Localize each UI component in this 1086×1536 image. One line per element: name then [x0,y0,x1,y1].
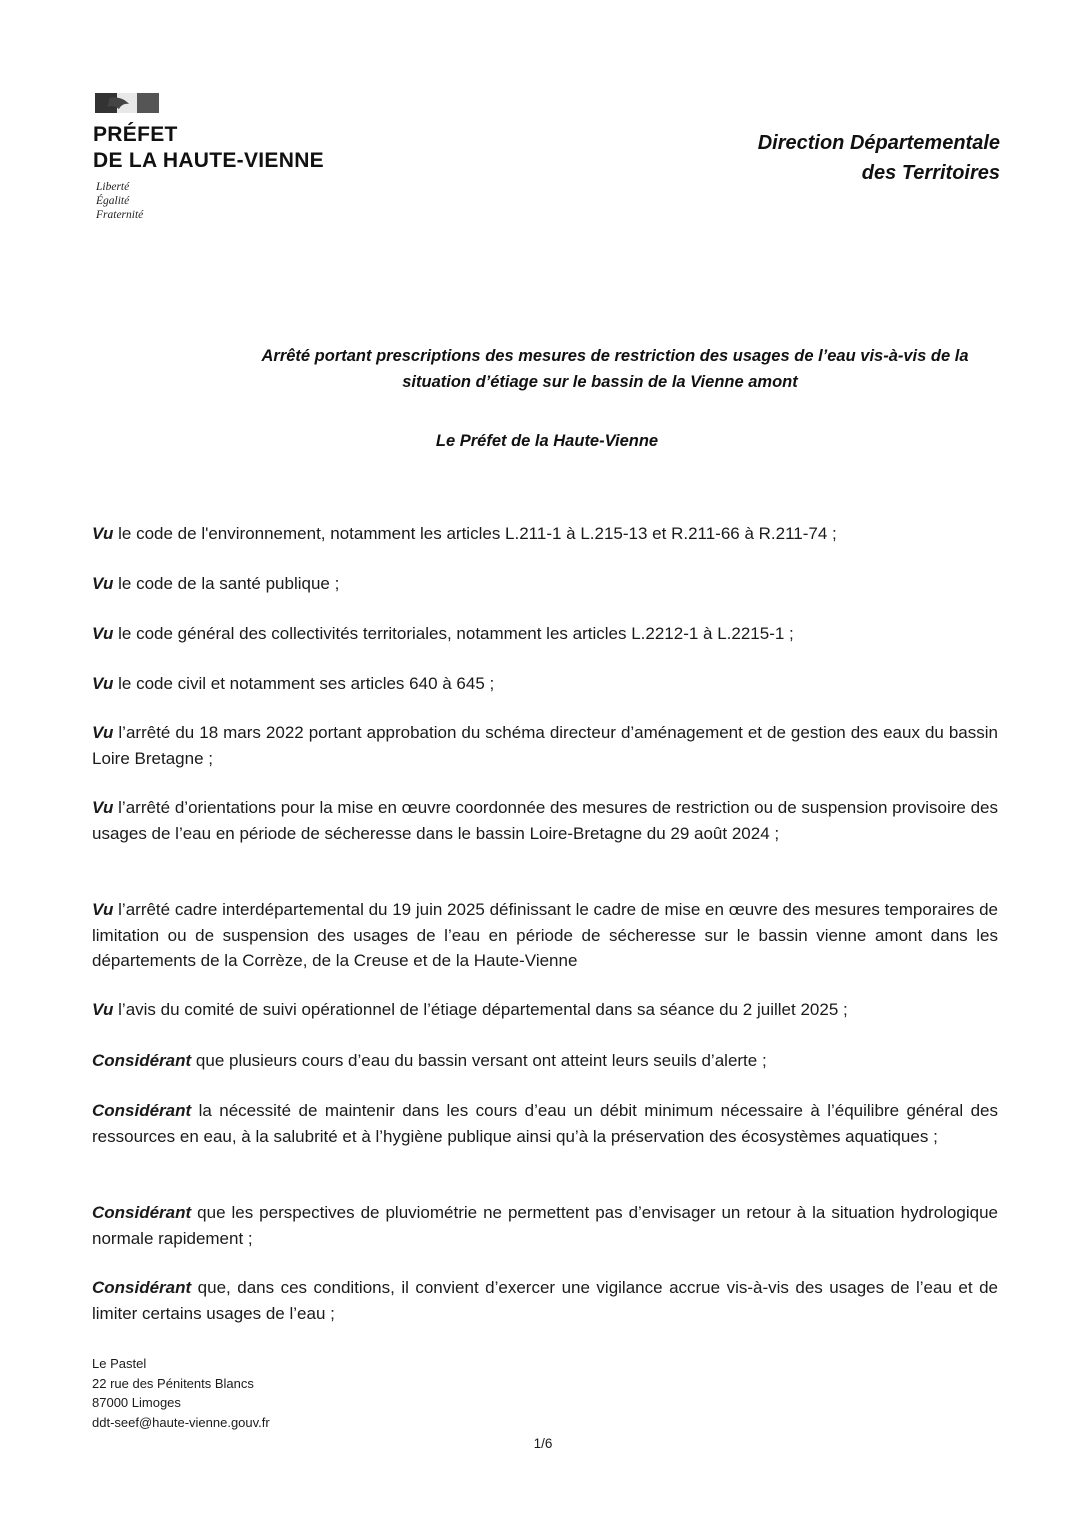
paragraph-keyword: Vu [92,1000,114,1019]
paragraph [92,571,998,597]
paragraph-text: que, dans ces conditions, il convient d’exercer une vigilance accrue vis-à-vis des usages de l’eau et de limiter certains usages de l’eau ; [92,1278,998,1323]
paragraph-text: le code de la santé publique ; [113,574,340,593]
page-number: 1/6 [533,1436,553,1451]
paragraph-text: la nécessité de maintenir dans les cours d’eau un débit minimum nécessaire à l’équilibre général des ressources en eau, à la salubrité et à l’hygiène publique ainsi qu’à la préservation des écosystèmes aquatiques ; [92,1101,998,1146]
paragraph [92,621,998,647]
paragraph-keyword: Considérant [92,1203,192,1222]
paragraph-text: l’arrêté d’orientations pour la mise en œuvre coordonnée des mesures de restriction ou de suspension provisoire des usages de l’eau en période de sécheresse dans le bassin Loire-Bretagne du 29 août 2024 ; [92,798,998,843]
paragraph [92,1200,998,1251]
paragraph [92,720,998,771]
paragraph-text: l’arrêté du 18 mars 2022 portant approbation du schéma directeur d’aménagement et de gestion des eaux du bassin Loire Bretagne ; [92,723,998,768]
marianne-logo [95,92,161,114]
address-city: 87000 Limoges [92,1395,181,1410]
department-line-2: des Territoires [861,162,1000,184]
paragraph-text: l’avis du comité de suivi opérationnel de l’étiage départemental dans sa séance du 2 juillet 2025 ; [113,1000,848,1019]
paragraph-keyword: Vu [92,674,114,693]
motto-egalite: Égalité [96,195,130,207]
paragraph-text: le code général des collectivités territoriales, notamment les articles L.2212-1 à L.2215-1 ; [113,624,794,643]
contact-email: ddt-seef@haute-vienne.gouv.fr [92,1414,270,1430]
motto-liberte: Liberté [96,181,130,193]
paragraph-text: que plusieurs cours d’eau du bassin versant ont atteint leurs seuils d’alerte ; [191,1051,767,1070]
office-address [92,1354,270,1432]
republic-motto [96,180,143,222]
paragraph [92,1098,998,1149]
paragraph-keyword: Considérant [92,1101,192,1120]
paragraph [92,1275,998,1326]
address-building: Le Pastel [92,1356,147,1371]
paragraph-keyword: Vu [92,900,114,919]
department-heading [758,128,1000,188]
paragraph [92,997,998,1023]
paragraph-keyword: Vu [92,723,114,742]
decree-title [200,343,1000,395]
paragraph-keyword: Vu [92,798,114,817]
paragraph [92,521,998,547]
paragraph-keyword: Considérant [92,1051,192,1070]
decree-title-line-1: Arrêté portant prescriptions des mesures de restriction des usages de l’eau vis-à-vis de la [261,347,969,365]
paragraph-text: l’arrêté cadre interdépartemental du 19 juin 2025 définissant le cadre de mise en œuvre des mesures temporaires de limitation ou de suspension des usages de l’eau en période de sécheresse sur le bassin vienne amont dans les départements de la Corrèze, de la Creuse et de la Haute-Vienne [92,900,998,970]
department-line-1: Direction Départementale [757,132,1000,154]
motto-fraternite: Fraternité [96,209,144,221]
paragraph [92,897,998,974]
paragraph [92,671,998,697]
paragraph-keyword: Vu [92,574,114,593]
paragraph-keyword: Considérant [92,1278,192,1297]
paragraph-text: le code de l'environnement, notamment les articles L.211-1 à L.215-13 et R.211-66 à R.211-74 ; [113,524,837,543]
issuer-line-2: DE LA HAUTE-VIENNE [93,149,324,172]
decree-title-line-2: situation d’étiage sur le bassin de la Vienne amont [402,373,798,391]
paragraph [92,1048,998,1074]
paragraph-keyword: Vu [92,624,114,643]
paragraph [92,795,998,846]
issuer-title [93,122,324,174]
address-street: 22 rue des Pénitents Blancs [92,1375,254,1391]
authority-heading: Le Préfet de la Haute-Vienne [435,432,659,450]
issuer-line-1: PRÉFET [93,123,178,146]
paragraph-text: le code civil et notamment ses articles 640 à 645 ; [113,674,495,693]
paragraph-text: que les perspectives de pluviométrie ne permettent pas d’envisager un retour à la situation hydrologique normale rapidement ; [92,1203,998,1248]
paragraph-keyword: Vu [92,524,114,543]
